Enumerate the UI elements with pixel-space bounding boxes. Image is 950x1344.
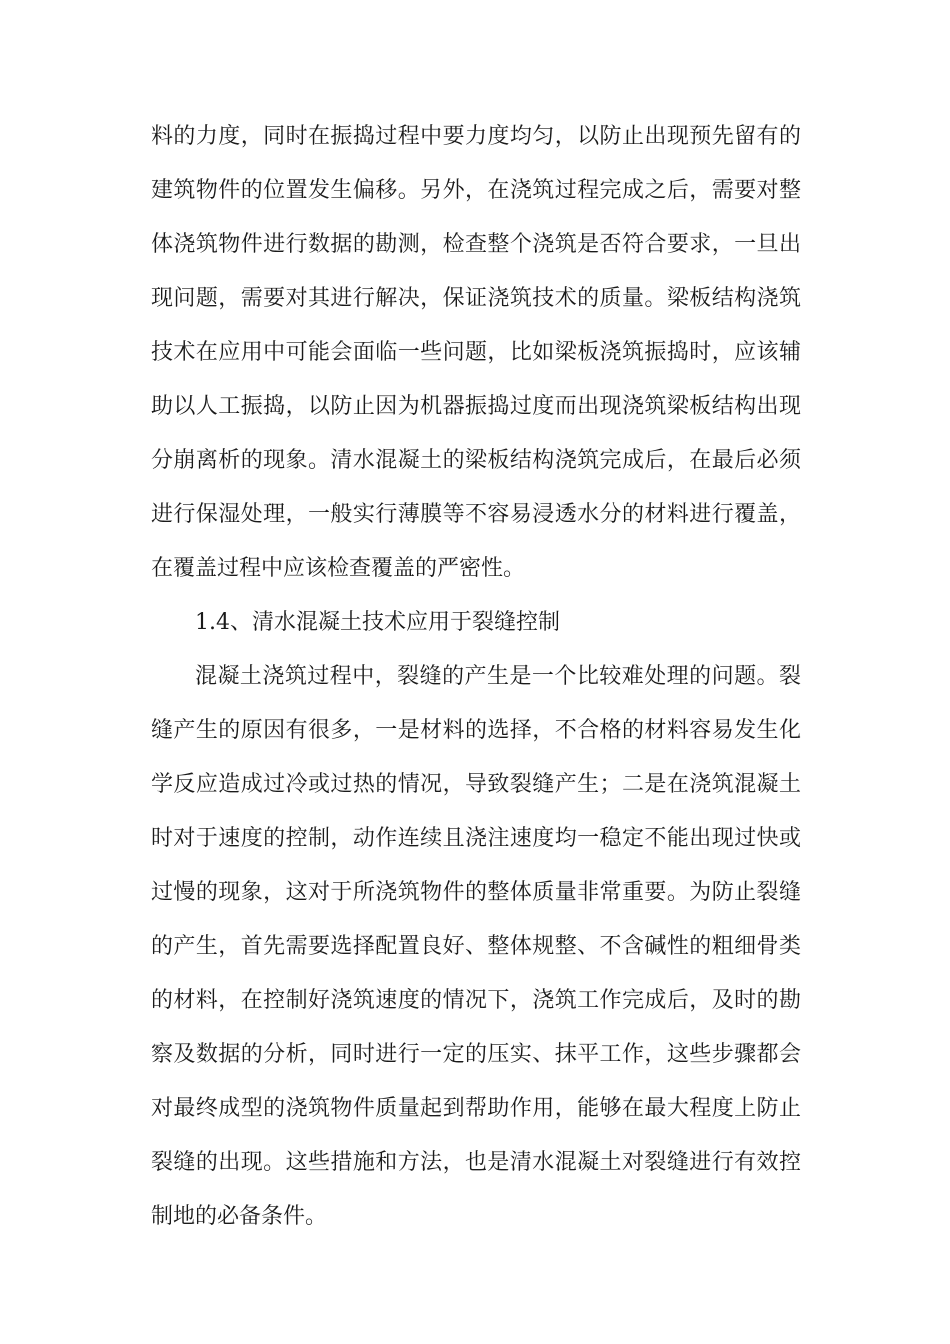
paragraph-1-line: 分崩离析的现象。清水混凝土的梁板结构浇筑完成后，在最后必须 <box>151 448 801 473</box>
paragraph-2-line: 学反应造成过冷或过热的情况，导致裂缝产生；二是在浇筑混凝土 <box>151 772 801 797</box>
paragraph-2-line: 的产生，首先需要选择配置良好、整体规整、不含碱性的粗细骨类 <box>151 934 801 959</box>
paragraph-2-line: 时对于速度的控制，动作连续且浇注速度均一稳定不能出现过快或 <box>151 826 801 851</box>
section-heading: 1.4、清水混凝土技术应用于裂缝控制 <box>195 610 560 635</box>
paragraph-1-line: 现问题，需要对其进行解决，保证浇筑技术的质量。梁板结构浇筑 <box>151 286 801 311</box>
paragraph-2-line: 对最终成型的浇筑物件质量起到帮助作用，能够在最大程度上防止 <box>151 1096 801 1121</box>
paragraph-1-line: 料的力度，同时在振捣过程中要力度均匀，以防止出现预先留有的 <box>151 124 801 149</box>
paragraph-2-line: 过慢的现象，这对于所浇筑物件的整体质量非常重要。为防止裂缝 <box>151 880 801 905</box>
paragraph-2-line: 缝产生的原因有很多，一是材料的选择，不合格的材料容易发生化 <box>151 718 801 743</box>
paragraph-1-line: 助以人工振捣，以防止因为机器振捣过度而出现浇筑梁板结构出现 <box>151 394 801 419</box>
paragraph-1-line: 进行保湿处理，一般实行薄膜等不容易浸透水分的材料进行覆盖， <box>151 502 801 527</box>
paragraph-1-line: 技术在应用中可能会面临一些问题，比如梁板浇筑振捣时，应该辅 <box>151 340 801 365</box>
paragraph-2-line: 的材料，在控制好浇筑速度的情况下，浇筑工作完成后，及时的勘 <box>151 988 801 1013</box>
paragraph-2-line: 混凝土浇筑过程中，裂缝的产生是一个比较难处理的问题。裂 <box>195 664 801 689</box>
paragraph-2-line: 制地的必备条件。 <box>151 1204 328 1229</box>
paragraph-2-line: 察及数据的分析，同时进行一定的压实、抹平工作，这些步骤都会 <box>151 1042 801 1067</box>
paragraph-1 <box>151 117 801 603</box>
paragraph-1-line: 在覆盖过程中应该检查覆盖的严密性。 <box>151 556 526 581</box>
document-body <box>151 117 801 1251</box>
paragraph-1-line: 体浇筑物件进行数据的勘测，检查整个浇筑是否符合要求，一旦出 <box>151 232 801 257</box>
paragraph-2-line: 裂缝的出现。这些措施和方法，也是清水混凝土对裂缝进行有效控 <box>151 1150 801 1175</box>
paragraph-1-line: 建筑物件的位置发生偏移。另外，在浇筑过程完成之后，需要对整 <box>151 178 801 203</box>
paragraph-2 <box>151 657 801 1251</box>
